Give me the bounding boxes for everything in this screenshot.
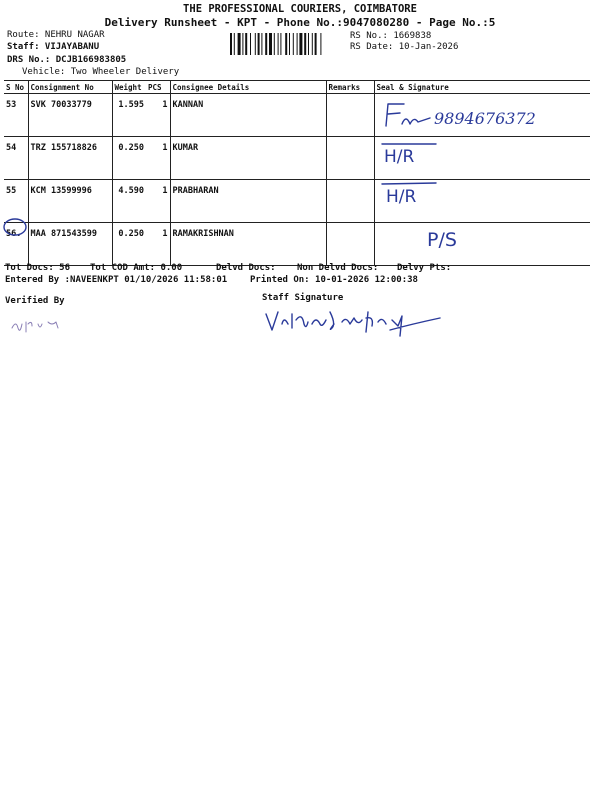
non-delvd-docs: Non Delvd Docs: [297,263,379,273]
cell-remarks [326,137,374,180]
entered-by: Entered By :NAVEENKPT 01/10/2026 11:58:01 [5,275,228,285]
svg-text:P/S: P/S [427,229,457,251]
handwritten-hr-2 [380,180,440,210]
cell-pcs: 1 [146,180,170,223]
table-header-row [4,81,590,94]
col-consignment: Consignment No [28,81,112,94]
cell-remarks [326,180,374,223]
col-pcs: PCS [146,81,170,94]
cell-consignee: KANNAN [170,94,326,137]
drs-label: DRS No.: DCJB166983805 [7,55,127,65]
runsheet-subtitle: Delivery Runsheet - KPT - Phone No.:9047080280 - Page No.:5 [104,16,496,29]
delvy-pts: Delvy Pts: [397,263,452,273]
verified-signature [8,312,68,336]
verified-by-label: Verified By [5,296,65,306]
handwritten-ps [425,222,475,254]
svg-text:H/R: H/R [384,147,415,167]
cell-sno: 54 [4,137,28,180]
cell-consignment: MAA 871543599 [28,223,112,266]
cell-consignment: SVK 70033779 [28,94,112,137]
cell-sno: 55 [4,180,28,223]
cell-consignee: RAMAKRISHNAN [170,223,326,266]
cell-pcs: 1 [146,94,170,137]
col-sno: S No [4,81,28,94]
company-title: THE PROFESSIONAL COURIERS, COIMBATORE [183,3,417,15]
cell-consignment: TRZ 155718826 [28,137,112,180]
rs-no-label: RS No.: 1669838 [350,31,432,41]
cell-weight: 1.595 [112,94,146,137]
cell-weight: 0.250 [112,137,146,180]
cell-sno: 53 [4,94,28,137]
tot-cod: Tot COD Amt: 0.00 [90,263,183,273]
cell-pcs: 1 [146,137,170,180]
printed-on: Printed On: 10-01-2026 12:00:38 [250,275,418,285]
cell-sno: 56. [4,223,28,266]
cell-weight: 4.590 [112,180,146,223]
cell-pcs: 1 [146,223,170,266]
cell-remarks [326,223,374,266]
route-label: Route: NEHRU NAGAR [7,30,105,40]
svg-text:H/R: H/R [386,187,417,207]
table-row [4,137,590,180]
cell-consignee: KUMAR [170,137,326,180]
cell-consignment: KCM 13599996 [28,180,112,223]
cell-remarks [326,94,374,137]
handwritten-hr-1 [380,140,440,170]
vehicle-label: Vehicle: Two Wheeler Delivery [22,67,180,77]
phone-handwritten: 9894676372 [434,109,536,128]
table-row [4,180,590,223]
tot-docs: Tot Docs: 56 [5,263,71,273]
staff-signature-label: Staff Signature [262,293,344,303]
col-remarks: Remarks [326,81,374,94]
rs-date-label: RS Date: 10-Jan-2026 [350,42,459,52]
handwritten-signature [378,96,558,132]
col-consignee: Consignee Details [170,81,326,94]
delvd-docs: Delvd Docs: [216,263,276,273]
cell-seal [374,223,590,266]
cell-consignee: PRABHARAN [170,180,326,223]
handwritten-circle [2,217,30,237]
col-seal: Seal & Signature [374,81,590,94]
barcode [230,33,345,55]
table-row [4,223,590,266]
staff-label: Staff: VIJAYABANU [7,42,100,52]
col-weight: Weight [112,81,146,94]
cell-weight: 0.250 [112,223,146,266]
staff-signature [262,302,447,344]
